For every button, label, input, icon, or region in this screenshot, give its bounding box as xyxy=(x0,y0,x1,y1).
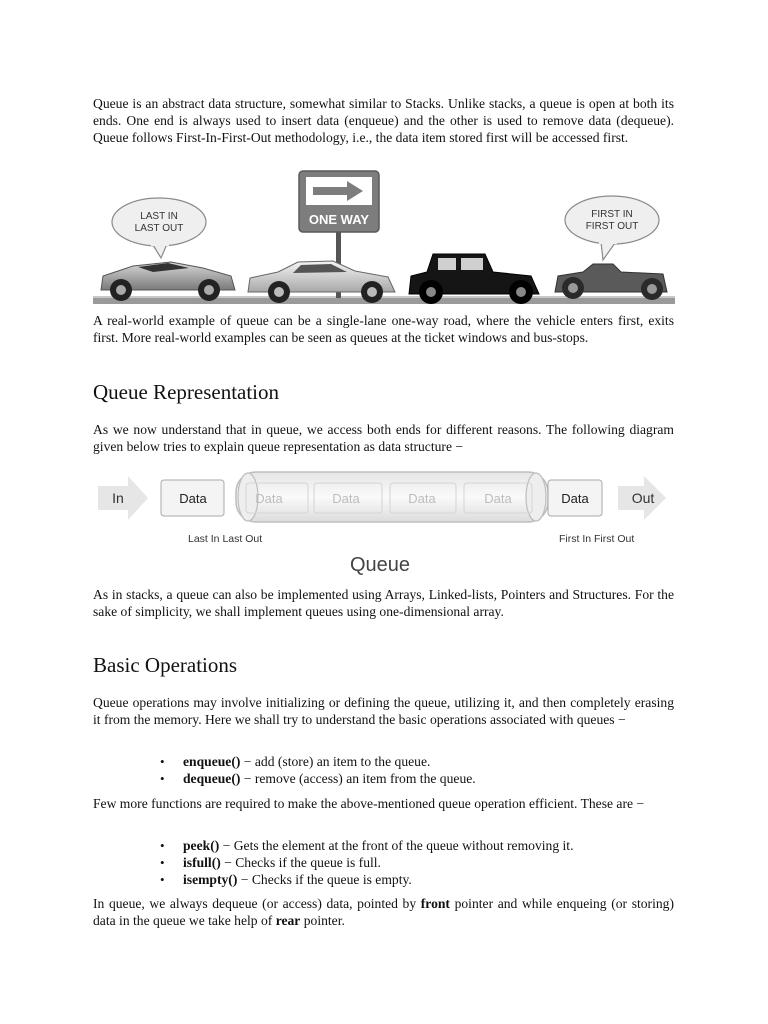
queue-diagram xyxy=(96,466,672,583)
list-item xyxy=(160,871,573,888)
basic-operations-list xyxy=(160,753,476,787)
one-way-road-figure xyxy=(93,168,675,313)
data-cell-4: Data xyxy=(408,491,436,506)
list-item xyxy=(160,854,573,871)
front-keyword: front xyxy=(420,896,450,911)
speech-bubble-left xyxy=(112,198,206,258)
list-item xyxy=(160,837,573,854)
pointer-text-c: pointer. xyxy=(300,913,345,928)
op-name: isempty() xyxy=(183,872,238,887)
queue-diagram-svg xyxy=(96,466,672,578)
bubble-left-line1: LAST IN xyxy=(140,211,178,222)
helper-functions-paragraph: Few more functions are required to make the above-mentioned queue operation efficient. These are − xyxy=(93,796,645,811)
road-illustration xyxy=(93,168,675,308)
data-cell-5: Data xyxy=(484,491,512,506)
out-label: Out xyxy=(631,490,655,506)
pointer-text-a: In queue, we always dequeue (or access) data, pointed by xyxy=(93,896,421,911)
first-in-first-out-caption: First In First Out xyxy=(559,533,635,545)
rear-keyword: rear xyxy=(275,913,301,928)
op-desc: − Checks if the queue is empty. xyxy=(237,872,412,887)
data-cell-3: Data xyxy=(332,491,360,506)
op-desc: − add (store) an item to the queue. xyxy=(240,754,431,769)
data-cell-6: Data xyxy=(561,491,589,506)
queue-diagram-title: Queue xyxy=(349,554,411,576)
implementation-paragraph: As in stacks, a queue can also be implemented using Arrays, Linked-lists, Pointers and Structures. For the sake of simplicity, we shall implement queues using one-dimensional array. xyxy=(93,587,674,619)
bubble-right-line2: FIRST OUT xyxy=(585,221,639,232)
basic-operations-heading: Basic Operations xyxy=(93,653,238,677)
list-item xyxy=(160,753,476,770)
intro-paragraph: Queue is an abstract data structure, somewhat similar to Stacks. Unlike stacks, a queue is open at both its ends. One end is always used to insert data (enqueue) and the other is used to remove data (dequeue). Queue follows First-In-First-Out methodology, i.e., the data item stored first will be accessed first. xyxy=(93,96,674,145)
vintage-roadster xyxy=(555,264,667,300)
last-in-last-out-caption: Last In Last Out xyxy=(188,533,263,545)
op-desc: − Gets the element at the front of the queue without removing it. xyxy=(219,838,574,853)
road-caption: A real-world example of queue can be a single-lane one-way road, where the vehicle enters first, exits first. More real-world examples can be seen as queues at the ticket windows and bus-stops. xyxy=(93,313,674,345)
bubble-left-line2: LAST OUT xyxy=(134,223,184,234)
op-name: dequeue() xyxy=(183,771,241,786)
op-name: isfull() xyxy=(183,855,221,870)
data-cell-2: Data xyxy=(255,491,283,506)
queue-representation-heading: Queue Representation xyxy=(93,380,280,404)
in-label: In xyxy=(112,490,124,506)
basic-operations-paragraph: Queue operations may involve initializing or defining the queue, utilizing it, and then completely erasing it from the memory. Here we shall try to understand the basic operations associated with queues − xyxy=(93,695,674,727)
sports-car xyxy=(101,262,235,301)
helper-functions-list xyxy=(160,837,573,888)
op-desc: − remove (access) an item from the queue. xyxy=(240,771,476,786)
sign-text: ONE WAY xyxy=(308,212,370,227)
speech-bubble-right xyxy=(565,196,659,260)
representation-paragraph: As we now understand that in queue, we access both ends for different reasons. The following diagram given below tries to explain queue representation as data structure − xyxy=(93,422,674,454)
op-desc: − Checks if the queue is full. xyxy=(220,855,381,870)
op-name: peek() xyxy=(183,838,220,853)
op-name: enqueue() xyxy=(183,754,241,769)
list-item xyxy=(160,770,476,787)
pointer-paragraph xyxy=(93,895,674,929)
data-cell-1: Data xyxy=(179,491,207,506)
pointer-text-b: pointer and while enqueing (or storing) data in the queue we take help of xyxy=(93,896,674,928)
bubble-right-line1: FIRST IN xyxy=(591,209,633,220)
